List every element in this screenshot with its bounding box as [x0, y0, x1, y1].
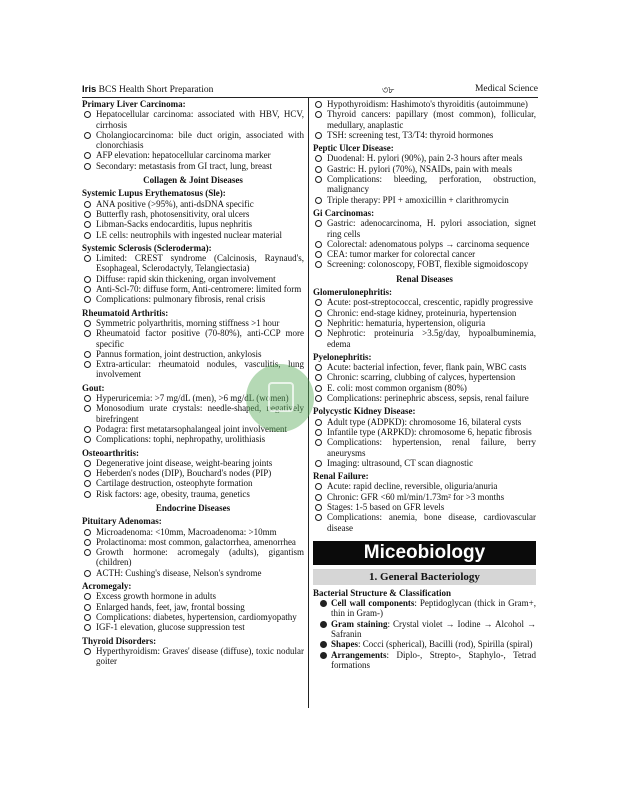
list-item: [82, 478, 304, 488]
list-item: [313, 458, 536, 468]
list-item: [82, 591, 304, 601]
list-item-text: Symmetric polyarthritis, morning stiffness >1 hour: [96, 317, 280, 328]
bullet-icon: [84, 152, 91, 159]
list-item: [82, 253, 304, 274]
list-item: [82, 622, 304, 632]
section-title: Primary Liver Carcinoma:: [82, 99, 186, 109]
list-item: [313, 481, 536, 491]
bullet-icon: [84, 255, 91, 262]
list-item-text: Gastric: adenocarcinoma, H. pylori association, signet ring cells: [327, 218, 536, 239]
list-item-text: Pannus formation, joint destruction, ankylosis: [96, 348, 262, 359]
bullet-icon: [84, 296, 91, 303]
bullet-icon: [315, 241, 322, 248]
list-item: [82, 527, 304, 537]
bullet-icon: [84, 480, 91, 487]
list-item-text: Infantile type (ARPKD): chromosome 6, hepatic fibrosis: [327, 426, 532, 437]
section-title: Osteoarthritis:: [82, 447, 139, 458]
brand-subtitle: BCS Health Short Preparation: [96, 85, 214, 95]
list-item: [82, 602, 304, 612]
list-item-text: Hepatocellular carcinoma: associated with HBV, HCV, cirrhosis: [96, 109, 304, 130]
filled-bullet-icon: [320, 621, 327, 628]
section-title: Gi Carcinomas:: [313, 207, 375, 218]
term-label: Arrangements: [331, 649, 387, 660]
list-item-text: Podagra: first metatarsophalangeal joint involvement: [96, 423, 287, 434]
section-title: Acromegaly:: [82, 581, 132, 592]
bullet-icon: [315, 514, 322, 521]
section-title: Polycystic Kidney Disease:: [313, 406, 416, 417]
list-item-text: Heberden's nodes (DIP), Bouchard's nodes (PIP): [96, 468, 272, 479]
term-label: Cell wall components: [331, 598, 415, 609]
section-title: Rheumatoid Arthritis:: [82, 307, 169, 318]
list-item-text: Hyperthyroidism: Graves' disease (diffuse), toxic nodular goiter: [96, 645, 304, 667]
list-item: [82, 150, 304, 160]
bullet-icon: [315, 101, 322, 108]
list-item: [313, 164, 536, 174]
list-item: [313, 297, 536, 307]
list-item: [313, 109, 536, 130]
list-item: [313, 372, 536, 382]
bullet-icon: [315, 261, 322, 268]
bullet-icon: [315, 176, 322, 183]
bullet-icon: [315, 320, 322, 327]
list-item-text: Cholangiocarcinoma: bile duct origin, associated with clonorchiasis: [96, 129, 304, 151]
list-item: [82, 434, 304, 444]
term-description: : Peptidoglycan (thick in Gram+, thin in Gram-): [331, 598, 536, 619]
list-item-text: Colorectal: adenomatous polyps → carcinoma sequence: [327, 238, 530, 249]
list-item: [313, 362, 536, 372]
list-item: [313, 153, 536, 163]
watermark-book-icon: [268, 382, 294, 412]
list-item: [82, 294, 304, 304]
list-item-text: Limited: CREST syndrome (Calcinosis, Raynaud's, Esophageal, Sclerodactyly, Telangiectasia): [96, 253, 304, 274]
bullet-icon: [315, 251, 322, 258]
bullet-icon: [84, 286, 91, 293]
term-description: : Diplo-, Strepto-, Staphylo-, Tetrad formations: [331, 649, 536, 670]
list-item-text: LE cells: neutrophils with ingested nuclear material: [96, 229, 282, 240]
category-heading: Endocrine Diseases: [155, 502, 231, 513]
list-item-text: ANA positive (>95%), anti-dsDNA specific: [96, 198, 254, 209]
bullet-icon: [84, 491, 91, 498]
list-item: [82, 274, 304, 284]
bullet-icon: [84, 211, 91, 218]
bullet-icon: [315, 330, 322, 337]
list-item: [82, 568, 304, 578]
section-title: Peptic Ulcer Disease:: [313, 143, 394, 154]
list-item: [82, 284, 304, 294]
bullet-icon: [84, 320, 91, 327]
bullet-icon: [84, 163, 91, 170]
brand-name: Iris: [82, 84, 97, 95]
list-item-text: Complications: diabetes, hypertension, cardiomyopathy: [96, 611, 297, 622]
list-item-text: Screening: colonoscopy, FOBT, flexible sigmoidoscopy: [327, 259, 529, 270]
bullet-icon: [315, 385, 322, 392]
bacteria-list-item: [313, 598, 536, 619]
list-item-text: Diffuse: rapid skin thickening, organ involvement: [96, 273, 276, 284]
section-title: Glomerulonephritis:: [313, 287, 392, 298]
list-item: [313, 218, 536, 239]
list-item: [313, 427, 536, 437]
list-item-text: IGF-1 elevation, glucose suppression test: [96, 622, 245, 633]
list-item-text: Rheumatoid factor positive (70-80%), anti-CCP more specific: [96, 328, 304, 349]
list-item: [313, 130, 536, 140]
list-item-text: Complications: bleeding, perforation, obstruction, malignancy: [327, 174, 536, 195]
list-item: [82, 537, 304, 547]
list-item: [313, 417, 536, 427]
term-label: Gram staining: [331, 618, 388, 629]
list-item: [313, 393, 536, 403]
list-item: [82, 230, 304, 240]
list-item: [82, 109, 304, 130]
list-item: [313, 437, 536, 458]
list-item: [82, 130, 304, 151]
list-item-text: Adult type (ADPKD): chromosome 16, bilateral cysts: [327, 416, 522, 427]
bullet-icon: [84, 624, 91, 631]
term-description: : Cocci (spherical), Bacilli (rod), Spirilla (spiral): [358, 639, 533, 650]
list-item-text: Triple therapy: PPI + amoxicillin + clarithromycin: [327, 194, 509, 205]
list-item-text: Secondary: metastasis from GI tract, lung, breast: [96, 160, 272, 171]
page-header: [82, 84, 538, 98]
watermark-seal: [246, 364, 314, 432]
bullet-icon: [84, 132, 91, 139]
bullet-icon: [315, 483, 322, 490]
list-item-text: E. coli: most common organism (80%): [327, 382, 467, 393]
list-item-text: Hyperuricemia: >7 mg/dL (men), >6 mg/dL (women): [96, 393, 289, 404]
list-item-text: Degenerative joint disease, weight-bearing joints: [96, 457, 273, 468]
list-item: [82, 199, 304, 209]
list-item-text: TSH: screening test, T3/T4: thyroid hormones: [327, 129, 494, 140]
bullet-icon: [84, 111, 91, 118]
bullet-icon: [84, 426, 91, 433]
bullet-icon: [315, 439, 322, 446]
bullet-icon: [315, 299, 322, 306]
bullet-icon: [315, 155, 322, 162]
list-item: [82, 349, 304, 359]
bullet-icon: [315, 395, 322, 402]
list-item-text: Imaging: ultrasound, CT scan diagnostic: [327, 457, 474, 468]
list-item-text: Nephritic: hematuria, hypertension, oliguria: [327, 317, 486, 328]
list-item-text: Cartilage destruction, osteophyte formation: [96, 478, 253, 489]
filled-bullet-icon: [320, 641, 327, 648]
list-item-text: Complications: perinephric abscess, sepsis, renal failure: [327, 393, 529, 404]
list-item: [313, 259, 536, 269]
list-item-text: AFP elevation: hepatocellular carcinoma marker: [96, 150, 271, 161]
section-title: Thyroid Disorders:: [82, 635, 157, 646]
bullet-icon: [84, 593, 91, 600]
bullet-icon: [84, 604, 91, 611]
right-column: [313, 99, 536, 670]
list-item-text: Chronic: scarring, clubbing of calyces, hypertension: [327, 372, 516, 383]
bullet-icon: [315, 374, 322, 381]
list-item: [82, 646, 304, 667]
bullet-icon: [84, 361, 91, 368]
list-item: [313, 239, 536, 249]
category-heading: Collagen & Joint Diseases: [143, 175, 243, 186]
category-heading: Renal Diseases: [396, 273, 453, 284]
bullet-icon: [84, 539, 91, 546]
bullet-icon: [315, 132, 322, 139]
bullet-icon: [84, 460, 91, 467]
list-item-text: Chronic: GFR <60 ml/min/1.73m² for >3 months: [327, 491, 505, 502]
section-title: Pyelonephritis:: [313, 351, 372, 362]
bullet-icon: [315, 460, 322, 467]
header-subject: Medical Science: [474, 84, 538, 94]
bacteria-list-item: [313, 650, 536, 671]
list-item: [82, 209, 304, 219]
list-item-text: Risk factors: age, obesity, trauma, genetics: [96, 488, 250, 499]
bullet-icon: [84, 529, 91, 536]
filled-bullet-icon: [320, 600, 327, 607]
list-item-text: Acute: rapid decline, reversible, oliguria/anuria: [327, 481, 498, 492]
section-title-banner: 1. General Bacteriology: [313, 569, 536, 585]
bullet-icon: [84, 330, 91, 337]
bullet-icon: [84, 648, 91, 655]
bullet-icon: [315, 197, 322, 204]
list-item-text: Complications: tophi, nephropathy, urolithiasis: [96, 434, 266, 445]
list-item-text: CEA: tumor marker for colorectal cancer: [327, 249, 476, 260]
header-brand: [82, 84, 213, 95]
list-item: [313, 249, 536, 259]
right-sections: [313, 99, 536, 533]
list-item: [82, 612, 304, 622]
bullet-icon: [84, 232, 91, 239]
term-label: Shapes: [331, 639, 359, 650]
list-item: [313, 195, 536, 205]
list-item: [82, 468, 304, 478]
list-item: [313, 502, 536, 512]
list-item-text: Stages: 1-5 based on GFR levels: [327, 501, 445, 512]
list-item: [82, 458, 304, 468]
section-title: Renal Failure:: [313, 471, 369, 482]
bullet-icon: [84, 221, 91, 228]
list-item: [82, 328, 304, 349]
filled-bullet-icon: [320, 652, 327, 659]
list-item-text: Complications: pulmonary fibrosis, renal crisis: [96, 294, 266, 305]
list-item-text: Microadenoma: <10mm, Macroadenoma: >10mm: [96, 526, 277, 537]
section-title: Gout:: [82, 382, 105, 393]
list-item-text: Excess growth hormone in adults: [96, 591, 216, 602]
list-item-text: Butterfly rash, photosensitivity, oral ulcers: [96, 208, 250, 219]
list-item-text: Hypothyroidism: Hashimoto's thyroiditis (autoimmune): [327, 99, 528, 109]
bullet-icon: [84, 395, 91, 402]
list-item-text: Growth hormone: acromegaly (adults), gigantism (children): [96, 547, 304, 568]
list-item: [313, 512, 536, 533]
bullet-icon: [315, 429, 322, 436]
list-item: [82, 219, 304, 229]
bacteria-list-item: [313, 639, 536, 649]
bullet-icon: [84, 470, 91, 477]
list-item: [313, 99, 536, 109]
bullet-icon: [315, 310, 322, 317]
list-item: [82, 161, 304, 171]
list-item: [82, 489, 304, 499]
bullet-icon: [84, 201, 91, 208]
bullet-icon: [84, 405, 91, 412]
bullet-icon: [315, 111, 322, 118]
page-number: ৩৮: [382, 86, 395, 96]
header-divider: [82, 97, 538, 98]
section-title: Systemic Sclerosis (Scleroderma):: [82, 242, 212, 253]
list-item-text: Acute: bacterial infection, fever, flank pain, WBC casts: [327, 362, 527, 373]
bullet-icon: [84, 614, 91, 621]
chapter-title-banner: Miceobiology: [313, 541, 536, 565]
list-item-text: Anti-Scl-70: diffuse form, Anti-centromere: limited form: [96, 284, 302, 295]
bullet-icon: [84, 436, 91, 443]
list-item: [82, 547, 304, 568]
term-description: : Crystal violet → Iodine → Alcohol → Safranin: [331, 618, 536, 640]
list-item-text: Extra-articular: rheumatoid nodules, vasculitis, lung involvement: [96, 359, 304, 380]
list-item-text: Thyroid cancers: papillary (most common), follicular, medullary, anaplastic: [327, 109, 536, 130]
list-item-text: Acute: post-streptococcal, crescentic, rapidly progressive: [327, 297, 533, 308]
bacteria-list-item: [313, 619, 536, 640]
list-item-text: Complications: anemia, bone disease, cardiovascular disease: [327, 512, 536, 533]
list-item: [313, 383, 536, 393]
list-item: [313, 318, 536, 328]
bullet-icon: [84, 276, 91, 283]
bacteria-section-title: Bacterial Structure & Classification: [313, 587, 452, 598]
list-item: [313, 174, 536, 195]
list-item-text: Complications: hypertension, renal failure, berry aneurysms: [327, 437, 536, 458]
bullet-icon: [315, 419, 322, 426]
list-item-text: Gastric: H. pylori (70%), NSAIDs, pain with meals: [327, 163, 512, 174]
bullet-icon: [84, 351, 91, 358]
list-item: [313, 328, 536, 349]
list-item-text: Prolactinoma: most common, galactorrhea, amenorrhea: [96, 536, 296, 547]
bullet-icon: [84, 570, 91, 577]
list-item-text: Chronic: end-stage kidney, proteinuria, hypertension: [327, 307, 517, 318]
list-item-text: ACTH: Cushing's disease, Nelson's syndrome: [96, 567, 262, 578]
list-item-text: Monosodium urate crystals: needle-shaped, negatively birefringent: [96, 403, 304, 424]
bullet-icon: [315, 166, 322, 173]
bullet-icon: [315, 494, 322, 501]
list-item-text: Libman-Sacks endocarditis, lupus nephritis: [96, 219, 252, 230]
section-title: Systemic Lupus Erythematosus (Sle):: [82, 188, 226, 199]
list-item: [313, 308, 536, 318]
list-item-text: Nephrotic: proteinuria >3.5g/day, hypoalbuminemia, edema: [327, 328, 536, 349]
list-item-text: Duodenal: H. pylori (90%), pain 2-3 hours after meals: [327, 153, 523, 164]
list-item-text: Enlarged hands, feet, jaw, frontal bossing: [96, 601, 245, 612]
bacteria-list: [313, 598, 536, 670]
list-item: [313, 492, 536, 502]
bullet-icon: [315, 220, 322, 227]
list-item: [82, 318, 304, 328]
bullet-icon: [315, 504, 322, 511]
bullet-icon: [84, 549, 91, 556]
section-title: Pituitary Adenomas:: [82, 516, 162, 527]
bullet-icon: [315, 364, 322, 371]
